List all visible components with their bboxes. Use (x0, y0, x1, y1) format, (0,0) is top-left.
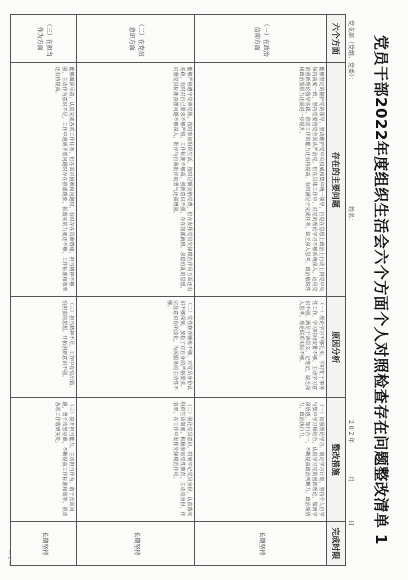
month-label: 月 (347, 476, 354, 483)
header-deadline: 完成时限 (327, 521, 346, 565)
aspect-cell: （三）在担当作为方面 (11, 15, 77, 63)
header-causes: 原因分析 (327, 297, 346, 398)
name-label: 姓名： (347, 206, 354, 225)
header-measures: 整改措施 (327, 398, 346, 521)
rectification-table (10, 14, 346, 566)
causes-cell: （一）理论学习不够扎实，平时忙于事务性工作，学习时间安排不够，主动学习意识不强，满足于读原文、记笔记，缺乏深入思考，理论联系实际不够。 (195, 297, 327, 398)
party-branch-label: 党支部（党组、党委）： (347, 20, 354, 84)
deadline-cell: 长期坚持 (77, 521, 195, 565)
problems-cell: 能够履职尽责，认真完成各项工作任务，但在面对困难和问题时，有时存在畏难情绪，担当精神不够强，主动作为意识不足，工作中遇到矛盾问题时存在推诿现象，抓落实的力度还不够，工作标准和效率还有待提高。 (11, 63, 77, 297)
header-problems: 存在的主要问题 (327, 63, 346, 297)
deadline-cell: 长期坚持 (195, 521, 327, 565)
page-number: — 1 — (6, 549, 12, 566)
document-title: 党员干部2022年度组织生活会六个方面个人对照检查存在问题整改清单 1 (372, 35, 390, 545)
measures-cell: （三）提升担当能力。主动担当作为，敢于直面问题，勇于攻坚克难，不断提高工作标准和效率，推动各项工作落到实处。 (11, 398, 77, 521)
measures-cell: （一）加强理论学习。制定学习计划，坚持个人自学与集中学习相结合，认真学习党的创新理论，做到学深悟透、知行合一，不断提高政治判断力、政治领悟力、政治执行力。 (195, 398, 327, 521)
table-row (77, 15, 195, 566)
causes-cell: （二）党性修养锤炼不够，对党员身份认识不够深刻，放松了对自身的严格要求，宗旨意识有所淡化，为民服务的主动性不够。 (77, 297, 195, 398)
year-label: 2 0 2 年 (347, 420, 354, 444)
day-label: 日 (347, 520, 354, 527)
aspect-cell: （二）在党员意识方面 (77, 15, 195, 63)
header-aspect: 六个方面 (327, 15, 346, 63)
problems-cell: 能够严格遵守党章党规，按时参加组织生活，按时足额交纳党费，但在发挥党员先锋模范作用方面还有差距，有时对自己要求不够严格，工作标准不够高，创新意识不强，存在按部就班、求稳怕乱的思想，对照党员标准查摆问题不够深入，批评与自我批评的勇气还需增强。 (77, 63, 195, 297)
table-row (195, 15, 327, 566)
problems-cell: 能够坚定的拥护党的领导，坚决维护党中央权威和集中统一领导，自觉在思想上政治上行动上同党中央保持高度一致，坚持党要管党全面从严治党。但在具体工作中，对党的理论学习不够系统深入，运用党的创新理论指导实践、推动工作的能力还有待提高，有时满足于完成任务，缺乏深入思考，政治敏锐性和政治鉴别力还需进一步提升。 (195, 63, 327, 297)
causes-cell: （三）担当精神不足，工作中有怕出错、怕担责的思想，开拓创新意识不强。 (11, 297, 77, 398)
deadline-cell: 长期坚持 (11, 521, 77, 565)
table-row (11, 15, 77, 566)
aspect-cell: （一）在政治信仰方面 (195, 15, 327, 63)
measures-cell: （二）强化党员意识。时刻牢记党员身份，认真落实组织生活制度，积极参加党性教育，主动亮身份、作表率，在工作中发挥先锋模范作用。 (77, 398, 195, 521)
table-header-row (327, 15, 346, 566)
